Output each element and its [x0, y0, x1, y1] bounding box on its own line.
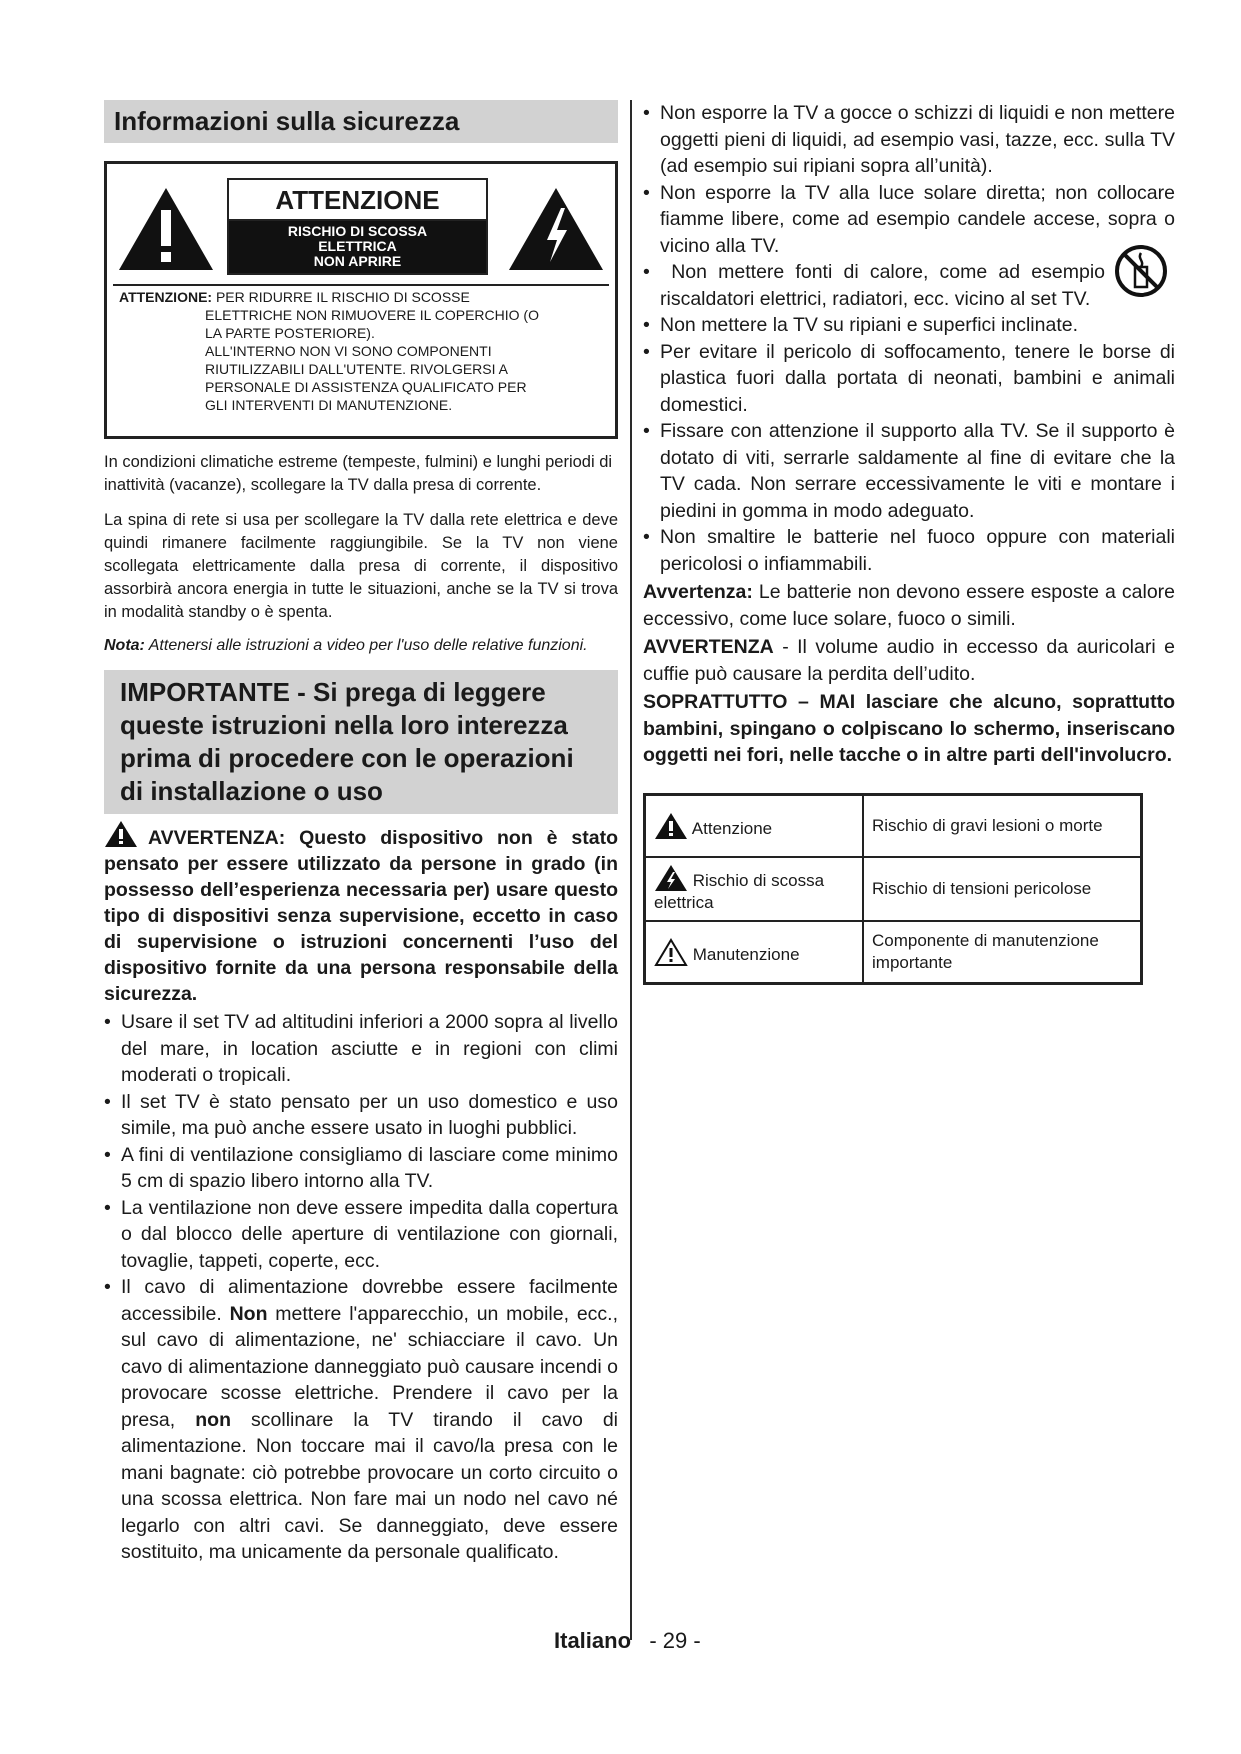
- battery-warning: Avvertenza: Le batterie non devono essere esposte a calore eccessivo, come luce solare, fuoco o simili.: [643, 581, 1176, 630]
- mains-plug-paragraph: La spina di rete si usa per scollegare la TV dalla rete elettrica e deve quindi rimanere facilmente raggiungibile. Se la TV non viene scollegata elettricamente dalla presa di corrente, il dispositivo assorbirà ancora energia in tutte le situazioni, anche se la TV si trova in modalità standby o è spenta.: [104, 511, 618, 621]
- list-item: • Il set TV è stato pensato per un uso domestico e uso simile, ma può anche essere usato in luoghi pubblici.: [104, 1089, 618, 1142]
- electric-shock-icon: [654, 864, 688, 892]
- attenzione-title: ATTENZIONE: [229, 180, 486, 221]
- list-item: • Non mettere fonti di calore, come ad esempio riscaldatori elettrici, radiatori, ecc. vicino al set TV.: [643, 259, 1175, 312]
- important-heading: IMPORTANTE - Si prega di leggere queste istruzioni nella loro interezza prima di procedere con le operazioni di installazione o uso: [104, 670, 618, 814]
- list-item: • A fini di ventilazione consigliamo di lasciare come minimo 5 cm di spazio libero intorno alla TV.: [104, 1142, 618, 1195]
- climate-paragraph: In condizioni climatiche estreme (tempeste, fulmini) e lunghi periodi di inattività (vacanze), scollegare la TV dalla presa di corrente.: [104, 453, 613, 494]
- list-item: • Fissare con attenzione il supporto alla TV. Se il supporto è dotato di viti, serrarle saldamente al fine di evitare che la TV cada. Non serrare eccessivamente le viti e montare i piedini in gomma in modo adeguato.: [643, 418, 1175, 524]
- children-warning: SOPRATTUTTO – MAI lasciare che alcuno, soprattutto bambini, spingano o colpiscano lo schermo, inseriscano oggetti nei fori, nelle tacche o in altre parti dell'involucro.: [643, 691, 1175, 766]
- left-column: [104, 100, 618, 1566]
- no-heat-source-icon: [1113, 243, 1169, 299]
- list-item: • Per evitare il pericolo di soffocamento, tenere le borse di plastica fuori dalla portata di neonati, bambini e animali domestici.: [643, 339, 1175, 419]
- warning-paragraph: AVVERTENZA: Questo dispositivo non è stato pensato per essere utilizzato da persone in grado (in possesso dell’esperienza necessaria per) usare questo tipo di dispositivi senza supervisione, eccetto in caso di supervisione o istruzioni concernenti l’uso del dispositivo fornite da una persona responsabile della sicurezza.: [104, 820, 618, 1007]
- list-item: • Il cavo di alimentazione dovrebbe essere facilmente accessibile. Non mettere l'apparecchio, un mobile, ecc., sul cavo di alimentazione, ne' schiacciare il cavo. Un cavo di alimentazione danneggiato può causare incendi o provocare scosse elettriche. Prendere il cavo per la presa, non scollinare la TV tirando il cavo di alimentazione. Non toccare mai il cavo/la presa con le mani bagnate: ciò potrebbe provocare un corto circuito o una scossa elettrica. Non fare mai un nodo nel cavo né legarlo con altri cavi. Se danneggiato, deve essere sostituito, ma unicamente da personale qualificato.: [104, 1274, 618, 1566]
- table-row: Manutenzione Componente di manutenzione importante: [645, 921, 1142, 984]
- caution-text: ATTENZIONE: PER RIDURRE IL RISCHIO DI SCOSSE ELETTRICHE NON RIMUOVERE IL COPERCHIO (O LA PARTE POSTERIORE). ALL'INTERNO NON VI SONO COMPONENTI RIUTILIZZABILI DALL'UTENTE. RIVOLGERSI A PERSONALE DI ASSISTENZA QUALIFICATO PER GLI INTERVENTI DI MANUTENZIONE.: [119, 289, 539, 413]
- list-item: • Non esporre la TV a gocce o schizzi di liquidi e non mettere oggetti pieni di liquidi, ad esempio vasi, tazze, ecc. sulla TV (ad esempio sui ripiani sopra all’unità).: [643, 100, 1175, 180]
- safety-bullets-right: [643, 100, 1175, 577]
- lightning-warning-icon: [507, 186, 605, 272]
- list-item: • Usare il set TV ad altitudini inferiori a 2000 sopra al livello del mare, in location asciutte e in regioni con climi moderati o tropicali.: [104, 1009, 618, 1089]
- list-item: • La ventilazione non deve essere impedita dalla copertura o dal blocco delle aperture di ventilazione con giornali, tovaglie, tappeti, coperte, ecc.: [104, 1195, 618, 1275]
- caution-icon: [654, 812, 688, 840]
- maintenance-icon: [654, 938, 688, 966]
- safety-bullets: [104, 1009, 618, 1566]
- table-row: Rischio di scossa elettrica Rischio di tensioni pericolose: [645, 857, 1142, 921]
- page-footer: Italiano - 29 -: [554, 1628, 701, 1653]
- box-separator: [113, 284, 609, 286]
- note-paragraph: Nota: Attenersi alle istruzioni a video per l'uso delle relative funzioni.: [104, 637, 588, 654]
- right-column: [643, 100, 1175, 985]
- warning-triangle-icon: [104, 820, 138, 848]
- caution-label-box: [104, 161, 618, 439]
- column-divider: [630, 100, 632, 1640]
- exclamation-warning-icon: [117, 186, 215, 272]
- list-item: • Non smaltire le batterie nel fuoco oppure con materiali pericolosi o infiammabili.: [643, 524, 1175, 577]
- table-row: Attenzione Rischio di gravi lesioni o morte: [645, 794, 1142, 857]
- volume-warning: AVVERTENZA - Il volume audio in eccesso da auricolari e cuffie può causare la perdita dell’udito.: [643, 636, 1175, 685]
- section-heading: Informazioni sulla sicurezza: [104, 100, 618, 143]
- list-item: • Non esporre la TV alla luce solare diretta; non collocare fiamme libere, come ad esempio candele accese, sopra o vicino alla TV.: [643, 180, 1175, 260]
- attenzione-panel: [227, 178, 488, 275]
- symbols-legend-table: [643, 793, 1143, 985]
- list-item: • Non mettere la TV su ripiani e superfici inclinate.: [643, 312, 1175, 339]
- shock-risk-label: RISCHIO DI SCOSSA ELETTRICA NON APRIRE: [229, 221, 486, 273]
